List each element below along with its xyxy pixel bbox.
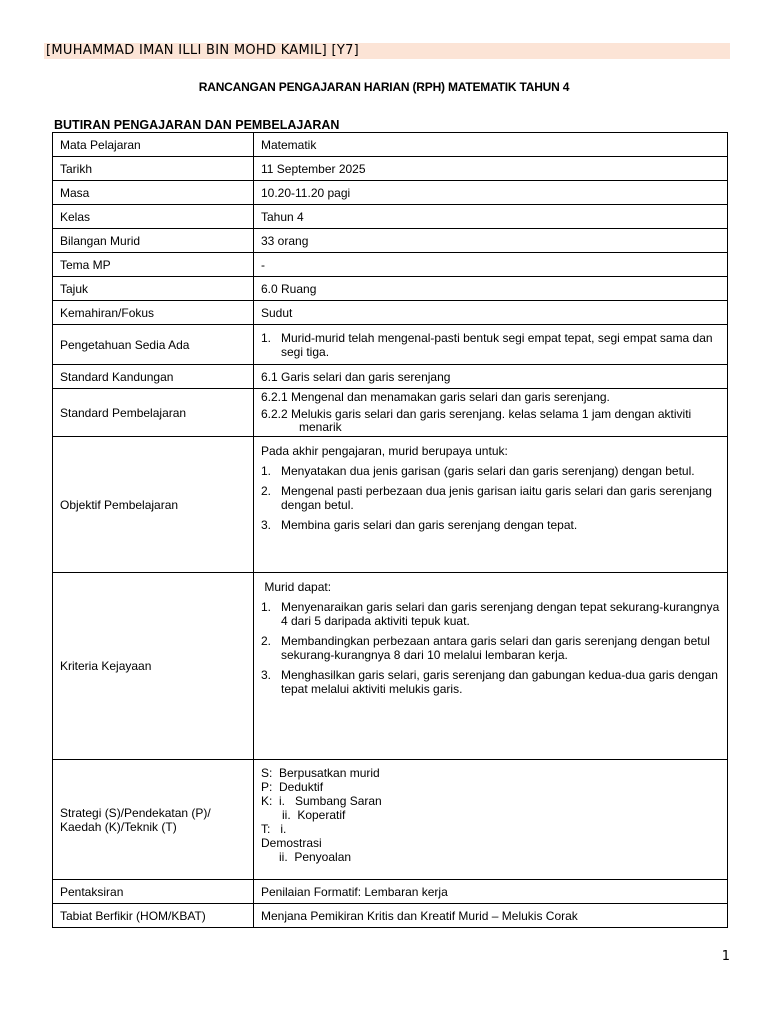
row-label: Kemahiran/Fokus <box>53 301 254 325</box>
row-value <box>254 389 728 437</box>
section-title: BUTIRAN PENGAJARAN DAN PEMBELAJARAN <box>54 118 340 132</box>
table-row <box>53 157 728 181</box>
row-label: Tema MP <box>53 253 254 277</box>
table-row <box>53 229 728 253</box>
row-label: Objektif Pembelajaran <box>53 437 254 573</box>
table-row <box>53 389 728 437</box>
row-label: Tarikh <box>53 157 254 181</box>
table-row <box>53 573 728 760</box>
strategi-line: ii. Penyoalan <box>279 850 352 864</box>
table-row <box>53 365 728 389</box>
row-value <box>254 760 728 880</box>
lesson-details-table <box>52 132 728 928</box>
row-value: 11 September 2025 <box>254 157 728 181</box>
row-value: Menjana Pemikiran Kritis dan Kreatif Murid – Melukis Corak <box>254 904 728 928</box>
objektif-intro: Pada akhir pengajaran, murid berupaya untuk: <box>261 444 508 458</box>
row-label: Kelas <box>53 205 254 229</box>
table-row <box>53 904 728 928</box>
row-label: Tabiat Berfikir (HOM/KBAT) <box>53 904 254 928</box>
list-item: 1. Menyenaraikan garis selari dan garis serenjang dengan tepat sekurang-kurangnya 4 dari 5 daripada aktiviti tepuk kuat. <box>261 600 720 628</box>
table-row <box>53 880 728 904</box>
row-label: Standard Pembelajaran <box>53 389 254 437</box>
strategi-line: Demostrasi <box>261 836 322 850</box>
document-header: [MUHAMMAD IMAN ILLI BIN MOHD KAMIL] [Y7] <box>44 43 730 59</box>
list-item: 1. Murid-murid telah mengenal-pasti bentuk segi empat tepat, segi empat sama dan segi tiga. <box>261 330 713 359</box>
row-value: 10.20-11.20 pagi <box>254 181 728 205</box>
table-row <box>53 133 728 157</box>
numbered-list <box>261 331 721 359</box>
list-item: 1. Menyatakan dua jenis garisan (garis selari dan garis serenjang) dengan betul. <box>261 464 695 478</box>
sp-line-1: 6.2.1 Mengenal dan menamakan garis selari dan garis serenjang. <box>261 390 610 404</box>
sp-line-2: 6.2.2 Melukis garis selari dan garis serenjang. kelas selama 1 jam dengan aktiviti menarik <box>261 407 692 434</box>
row-label: Tajuk <box>53 277 254 301</box>
page-title: RANCANGAN PENGAJARAN HARIAN (RPH) MATEMATIK TAHUN 4 <box>198 80 570 94</box>
row-value <box>254 325 728 365</box>
table-row <box>53 325 728 365</box>
row-label: Masa <box>53 181 254 205</box>
table-row <box>53 760 728 880</box>
list-item: 3. Menghasilkan garis selari, garis serenjang dan gabungan kedua-dua garis dengan tepat melalui aktiviti melukis garis. <box>261 668 718 696</box>
list-item: 2. Mengenal pasti perbezaan dua jenis garisan iaitu garis selari dan garis serenjang dengan betul. <box>261 484 712 512</box>
table-row <box>53 253 728 277</box>
row-value <box>254 573 728 760</box>
row-label: Kriteria Kejayaan <box>53 573 254 760</box>
strategi-line: S: Berpusatkan murid <box>261 766 380 780</box>
row-label: Pentaksiran <box>53 880 254 904</box>
table-row <box>53 277 728 301</box>
numbered-list <box>261 600 721 696</box>
strategi-line: K: i. Sumbang Saran <box>261 794 382 808</box>
strategi-line: P: Deduktif <box>261 780 324 794</box>
table-row <box>53 301 728 325</box>
table-row <box>53 437 728 573</box>
strategi-line: T: i. <box>261 822 287 836</box>
table-row <box>53 205 728 229</box>
numbered-list <box>261 464 721 532</box>
row-value: 6.0 Ruang <box>254 277 728 301</box>
row-value: Sudut <box>254 301 728 325</box>
row-label: Standard Kandungan <box>53 365 254 389</box>
list-item: 3. Membina garis selari dan garis serenjang dengan tepat. <box>261 518 578 532</box>
list-item: 2. Membandingkan perbezaan antara garis selari dan garis serenjang dengan betul sekurang-kurangnya 8 dari 10 melalui lembaran kerja. <box>261 634 710 662</box>
kriteria-intro: Murid dapat: <box>261 580 332 594</box>
row-value: Matematik <box>254 133 728 157</box>
row-value: - <box>254 253 728 277</box>
table-row <box>53 181 728 205</box>
row-label: Pengetahuan Sedia Ada <box>53 325 254 365</box>
row-value <box>254 437 728 573</box>
row-value: 6.1 Garis selari dan garis serenjang <box>254 365 728 389</box>
row-label: Mata Pelajaran <box>53 133 254 157</box>
row-value: Tahun 4 <box>254 205 728 229</box>
row-label: Strategi (S)/Pendekatan (P)/ Kaedah (K)/Teknik (T) <box>53 760 254 880</box>
row-value: 33 orang <box>254 229 728 253</box>
page-number: 1 <box>721 949 730 964</box>
strategi-line: ii. Koperatif <box>282 808 346 822</box>
row-value: Penilaian Formatif: Lembaran kerja <box>254 880 728 904</box>
row-label: Bilangan Murid <box>53 229 254 253</box>
